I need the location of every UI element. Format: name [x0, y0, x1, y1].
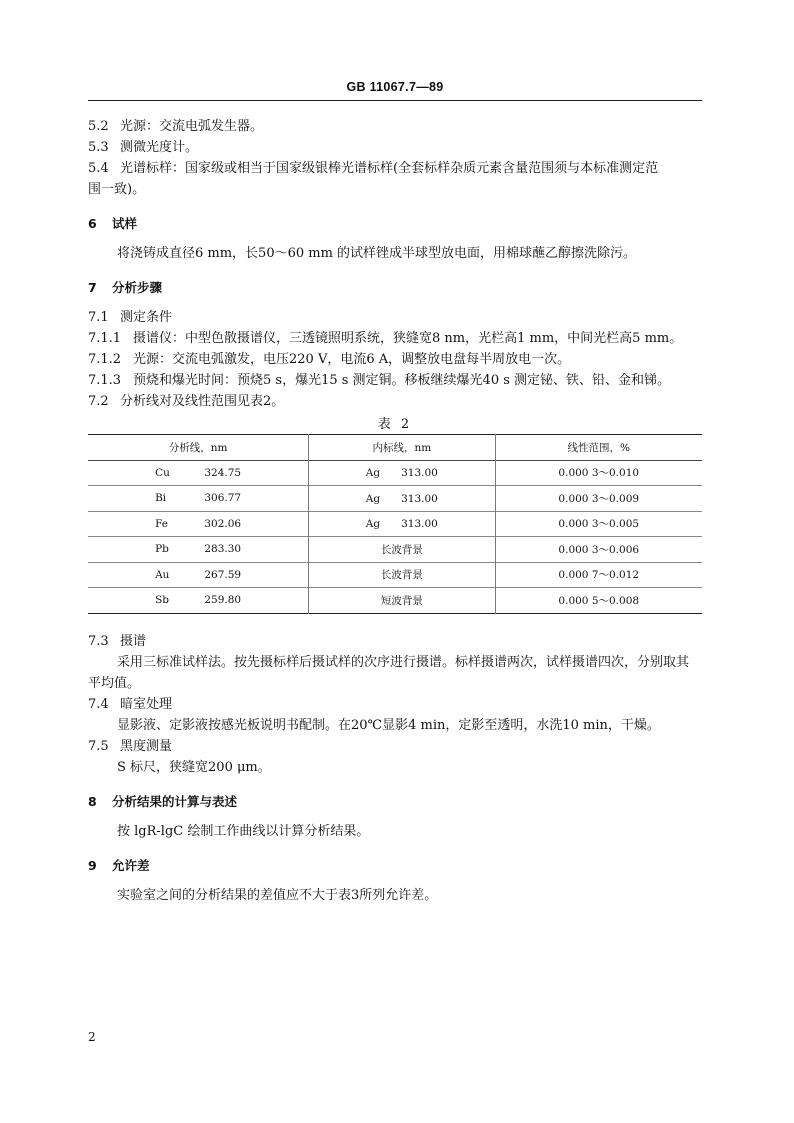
clause-number: 5.3 — [88, 140, 109, 155]
analysis-line-cell — [88, 486, 309, 512]
section-8-heading — [88, 793, 237, 811]
section-6-heading — [88, 215, 137, 233]
internal-line-cell: Ag 313.00 — [309, 511, 495, 537]
element-symbol: Sb — [155, 594, 169, 607]
clause-7-3-text: 采用三标准试样法。按先摄标样后摄试样的次序进行摄谱。标样摄谱两次，试样摄谱四次，分别取其 — [117, 655, 690, 670]
wavelength: 283.30 — [204, 543, 242, 556]
section-7-heading — [88, 279, 162, 297]
header-divider — [88, 100, 702, 101]
analysis-line-cell — [88, 511, 309, 537]
table-header-row — [88, 435, 702, 461]
clause-7-2 — [88, 393, 284, 411]
section-title: 分析结果的计算与表述 — [112, 794, 238, 809]
section-title: 试样 — [112, 216, 138, 231]
analysis-lines-table — [88, 434, 702, 614]
clause-title: 暗室处理 — [120, 697, 173, 712]
clause-number: 7.1.3 — [88, 373, 122, 388]
element-symbol: Bi — [155, 492, 167, 505]
clause-7-1 — [88, 309, 172, 327]
column-header-internal-line: 内标线，nm — [309, 435, 495, 461]
wavelength: 306.77 — [204, 492, 242, 505]
table-row — [88, 460, 702, 486]
wavelength: 302.06 — [204, 517, 242, 530]
table-caption: 表 2 — [377, 417, 413, 432]
section-6-text: 将浇铸成直径6 mm，长50～60 mm 的试样锉成半球型放电面，用棉球蘸乙醇擦洗除污。 — [117, 246, 637, 261]
table-row — [88, 537, 702, 563]
clause-text: 光源：交流电弧发生器。 — [120, 119, 264, 134]
clause-text: 光源：交流电弧激发，电压220 V，电流6 A，调整放电盘每半周放电一次。 — [133, 352, 571, 367]
table-row — [88, 562, 702, 588]
table-row — [88, 511, 702, 537]
column-header-linear-range: 线性范围，% — [495, 435, 702, 461]
linear-range-cell: 0.000 3～0.010 — [495, 460, 702, 486]
page-header: GB 11067.7—89 — [346, 80, 444, 94]
clause-5-3 — [88, 139, 198, 157]
linear-range-cell: 0.000 5～0.008 — [495, 588, 702, 614]
element-symbol: Au — [155, 568, 170, 581]
wavelength: 259.80 — [204, 594, 242, 607]
clause-7-4 — [88, 696, 172, 714]
section-number: 9 — [88, 858, 97, 873]
element-symbol: Pb — [155, 543, 169, 556]
internal-line-cell: 长波背景 — [309, 537, 495, 563]
element-symbol: Fe — [155, 517, 169, 530]
clause-7-1-1 — [88, 330, 682, 348]
section-8-text: 按 lgR-lgC 绘制工作曲线以计算分析结果。 — [117, 824, 370, 839]
linear-range-cell: 0.000 7～0.012 — [495, 562, 702, 588]
section-title: 允许差 — [112, 858, 150, 873]
table-row — [88, 588, 702, 614]
analysis-line-cell — [88, 537, 309, 563]
table-row — [88, 486, 702, 512]
analysis-line-cell — [88, 562, 309, 588]
internal-line-cell: 长波背景 — [309, 562, 495, 588]
clause-7-5 — [88, 738, 172, 756]
section-9-text: 实验室之间的分析结果的差值应不大于表3所列允许差。 — [117, 888, 438, 903]
clause-7-4-text: 显影液、定影液按感光板说明书配制。在20℃显影4 min，定影至透明，水洗10 min，干燥。 — [117, 718, 660, 733]
section-number: 7 — [88, 280, 97, 295]
analysis-line-cell — [88, 460, 309, 486]
clause-7-1-2 — [88, 351, 570, 369]
clause-text: 分析线对及线性范围见表2。 — [120, 394, 285, 409]
linear-range-cell: 0.000 3～0.006 — [495, 537, 702, 563]
clause-text: 摄谱仪：中型色散摄谱仪，三透镜照明系统，狭缝宽8 nm，光栏高1 mm，中间光栏高5 mm。 — [133, 331, 683, 346]
clause-number: 5.2 — [88, 119, 109, 134]
clause-number: 7.5 — [88, 739, 109, 754]
clause-7-5-text: S 标尺，狭缝宽200 μm。 — [117, 760, 271, 775]
clause-number: 7.2 — [88, 394, 109, 409]
wavelength: 267.59 — [204, 568, 242, 581]
linear-range-cell: 0.000 3～0.005 — [495, 511, 702, 537]
clause-text: 测定条件 — [120, 310, 173, 325]
column-header-analysis-line: 分析线，nm — [168, 441, 228, 454]
element-symbol: Cu — [155, 466, 170, 479]
clause-title: 黑度测量 — [120, 739, 173, 754]
internal-line-cell: Ag 313.00 — [309, 486, 495, 512]
clause-number: 7.1 — [88, 310, 109, 325]
clause-number: 7.4 — [88, 697, 109, 712]
clause-5-4 — [88, 160, 658, 178]
clause-number: 7.1.2 — [88, 352, 122, 367]
section-number: 8 — [88, 794, 97, 809]
wavelength: 324.75 — [204, 466, 242, 479]
section-title: 分析步骤 — [112, 280, 163, 295]
clause-5-2 — [88, 118, 263, 136]
linear-range-cell: 0.000 3～0.009 — [495, 486, 702, 512]
section-number: 6 — [88, 216, 97, 231]
clause-5-4-continuation: 围一致)。 — [88, 182, 146, 197]
clause-text: 光谱标样：国家级或相当于国家级银棒光谱标样(全套标样杂质元素含量范围须与本标准测定范 — [120, 161, 659, 176]
clause-number: 5.4 — [88, 161, 109, 176]
clause-7-3-continuation: 平均值。 — [88, 676, 141, 691]
internal-line-cell: 短波背景 — [309, 588, 495, 614]
section-9-heading — [88, 857, 150, 875]
internal-line-cell: Ag 313.00 — [309, 460, 495, 486]
clause-number: 7.1.1 — [88, 331, 122, 346]
clause-text: 预烧和爆光时间：预烧5 s，爆光15 s 测定铜。移板继续爆光40 s 测定铋、铁、铅、金和锑。 — [133, 373, 671, 388]
clause-7-1-3 — [88, 372, 670, 390]
clause-7-3 — [88, 633, 146, 651]
analysis-line-cell — [88, 588, 309, 614]
page-number: 2 — [88, 1030, 96, 1044]
clause-number: 7.3 — [88, 634, 109, 649]
clause-title: 摄谱 — [120, 634, 147, 649]
clause-text: 测微光度计。 — [120, 140, 199, 155]
